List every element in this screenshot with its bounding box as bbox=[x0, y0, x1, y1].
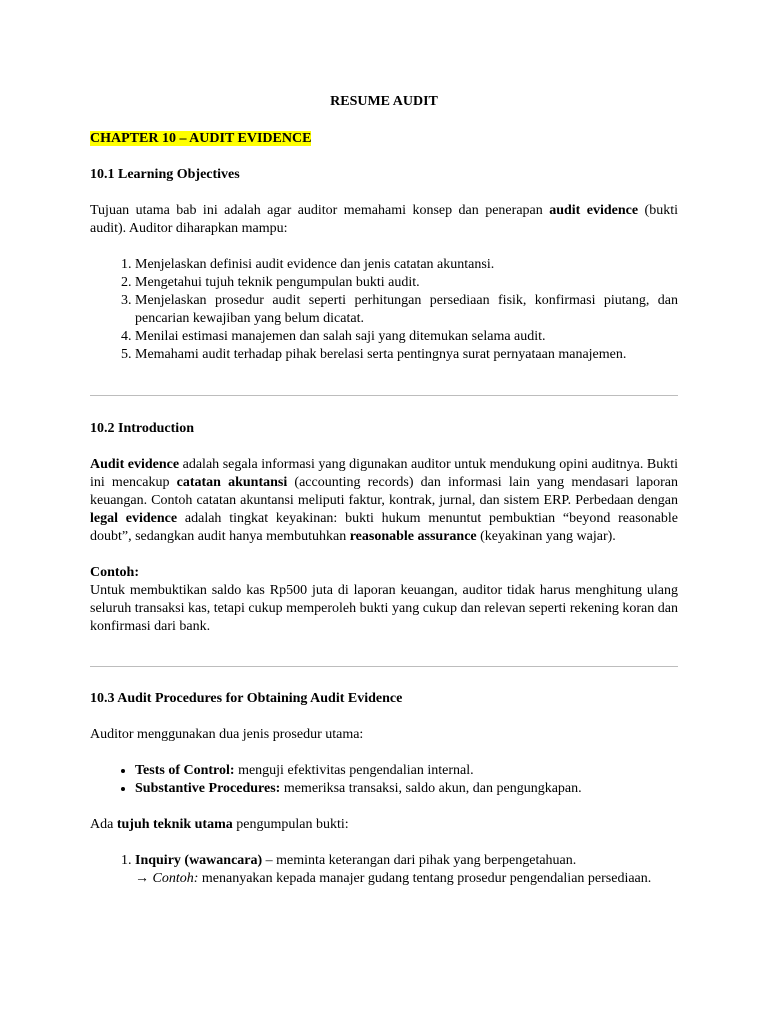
learning-objectives-list bbox=[90, 256, 678, 364]
learning-objectives-intro: Tujuan utama bab ini adalah agar auditor memahami konsep dan penerapan audit evidence (bukti audit). Auditor diharapkan mampu: bbox=[90, 203, 679, 236]
example-paragraph: Untuk membuktikan saldo kas Rp500 juta di laporan keuangan, auditor tidak harus menghitung ulang seluruh transaksi kas, tetapi cukup memperoleh bukti yang cukup dan relevan seperti rekening koran dan konfirmasi dari bank. bbox=[90, 583, 678, 634]
section-heading-introduction: 10.2 Introduction bbox=[90, 421, 194, 436]
introduction-paragraph: Audit evidence adalah segala informasi yang digunakan auditor untuk mendukung opini auditnya. Bukti ini mencakup catatan akuntansi (accounting records) dan informasi lain yang mendasari laporan keuangan. Contoh catatan akuntansi meliputi faktur, kontrak, jurnal, dan sistem ERP. Perbedaan dengan legal evidence adalah tingkat keyakinan: bukti hukum menuntut pembuktian “beyond reasonable doubt”, sedangkan audit hanya membutuhkan reasonable assurance (keyakinan yang wajar). bbox=[90, 457, 678, 544]
techniques-intro: Ada tujuh teknik utama pengumpulan bukti: bbox=[90, 817, 349, 832]
section-divider bbox=[90, 395, 678, 396]
techniques-list bbox=[90, 852, 678, 888]
list-item: 1. Inquiry (wawancara) – meminta keterangan dari pihak yang berpengetahuan. → Contoh: menanyakan kepada manajer gudang tentang prosedur pengendalian persediaan. bbox=[135, 852, 678, 888]
procedures-intro: Auditor menggunakan dua jenis prosedur utama: bbox=[90, 727, 364, 742]
list-item: 3. Menjelaskan prosedur audit seperti perhitungan persediaan fisik, konfirmasi piutang, dan pencarian kewajiban yang belum dicatat. bbox=[135, 292, 678, 328]
list-item: • Substantive Procedures: memeriksa transaksi, saldo akun, dan pengungkapan. bbox=[135, 780, 678, 798]
list-item: 4. Menilai estimasi manajemen dan salah saji yang ditemukan selama audit. bbox=[135, 328, 678, 346]
section-heading-learning-objectives: 10.1 Learning Objectives bbox=[90, 167, 240, 182]
section-heading-audit-procedures: 10.3 Audit Procedures for Obtaining Audit Evidence bbox=[90, 691, 403, 706]
chapter-heading-highlight: CHAPTER 10 – AUDIT EVIDENCE bbox=[90, 131, 312, 146]
procedures-bullet-list bbox=[90, 762, 678, 798]
arrow-icon: → bbox=[135, 871, 153, 886]
section-divider bbox=[90, 666, 678, 667]
list-item: 1. Menjelaskan definisi audit evidence dan jenis catatan akuntansi. bbox=[135, 256, 678, 274]
list-item: 5. Memahami audit terhadap pihak berelasi serta pentingnya surat pernyataan manajemen. bbox=[135, 346, 678, 364]
list-item: 2. Mengetahui tujuh teknik pengumpulan bukti audit. bbox=[135, 274, 678, 292]
document-title: RESUME AUDIT bbox=[330, 94, 438, 109]
example-label: Contoh: bbox=[90, 565, 140, 580]
term-audit-evidence: audit evidence bbox=[549, 203, 639, 218]
chapter-heading bbox=[90, 130, 678, 148]
list-item: • Tests of Control: menguji efektivitas pengendalian internal. bbox=[135, 762, 678, 780]
document-body bbox=[90, 93, 678, 888]
